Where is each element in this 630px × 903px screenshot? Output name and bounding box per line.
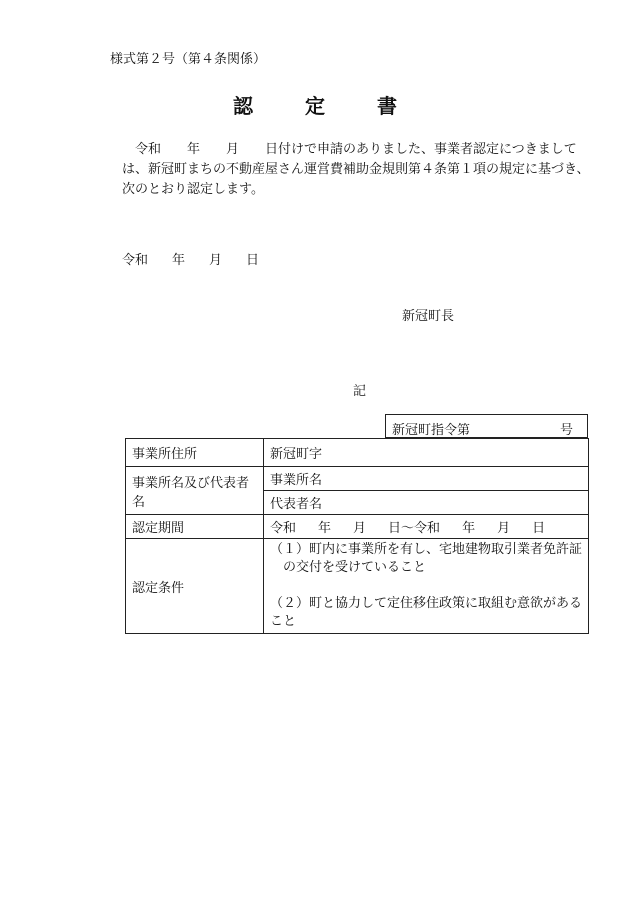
- period-day2: 日: [532, 521, 546, 536]
- permit-prefix: 新冠町指令第: [392, 423, 471, 438]
- address-value: 新冠町字: [264, 439, 589, 467]
- business-name: 事業所名: [264, 467, 589, 491]
- permit-number-box: [385, 414, 588, 438]
- period-day1-to: 日〜令和: [388, 521, 441, 536]
- period-value: [264, 515, 589, 539]
- table-row: [126, 439, 589, 467]
- table-row: [126, 539, 589, 634]
- document-title: [0, 90, 630, 119]
- issuer: 新冠町長: [402, 309, 455, 324]
- period-year1: 年: [318, 521, 332, 536]
- certification-table: [125, 438, 589, 634]
- body-paragraph: 令和 年 月 日付けで申請のありました、事業者認定につきましては、新冠町まちの不動産屋さん運営費補助金規則第４条第１項の規定に基づき、次のとおり認定します。: [122, 142, 590, 197]
- date-year: 年: [172, 253, 186, 268]
- form-code: 様式第２号（第４条関係）: [110, 52, 267, 67]
- permit-suffix: 号: [559, 423, 573, 438]
- period-era1: 令和: [270, 521, 297, 536]
- table-row: [126, 467, 589, 491]
- period-label: 認定期間: [126, 515, 264, 539]
- date-era: 令和: [122, 253, 149, 268]
- period-year2: 年: [462, 521, 476, 536]
- condition-1: （１）町内に事業所を有し、宅地建物取引業者免許証の交付を受けていること: [270, 542, 583, 575]
- title-char-1: 認: [233, 94, 253, 118]
- representative-name: 代表者名: [264, 491, 589, 515]
- period-month2: 月: [497, 521, 511, 536]
- ki-heading: 記: [353, 384, 367, 399]
- condition-2: （２）町と協力して定住移住政策に取組む意欲があること: [270, 596, 583, 629]
- conditions-value: [264, 539, 589, 634]
- issue-date: [122, 249, 259, 268]
- title-char-2: 定: [305, 94, 325, 118]
- period-month1: 月: [353, 521, 367, 536]
- address-label: 事業所住所: [126, 439, 264, 467]
- conditions-label: 認定条件: [126, 539, 264, 634]
- date-day: 日: [246, 253, 260, 268]
- table-row: [126, 515, 589, 539]
- date-month: 月: [209, 253, 223, 268]
- title-char-3: 書: [377, 94, 397, 118]
- name-label: 事業所名及び代表者名: [126, 467, 264, 515]
